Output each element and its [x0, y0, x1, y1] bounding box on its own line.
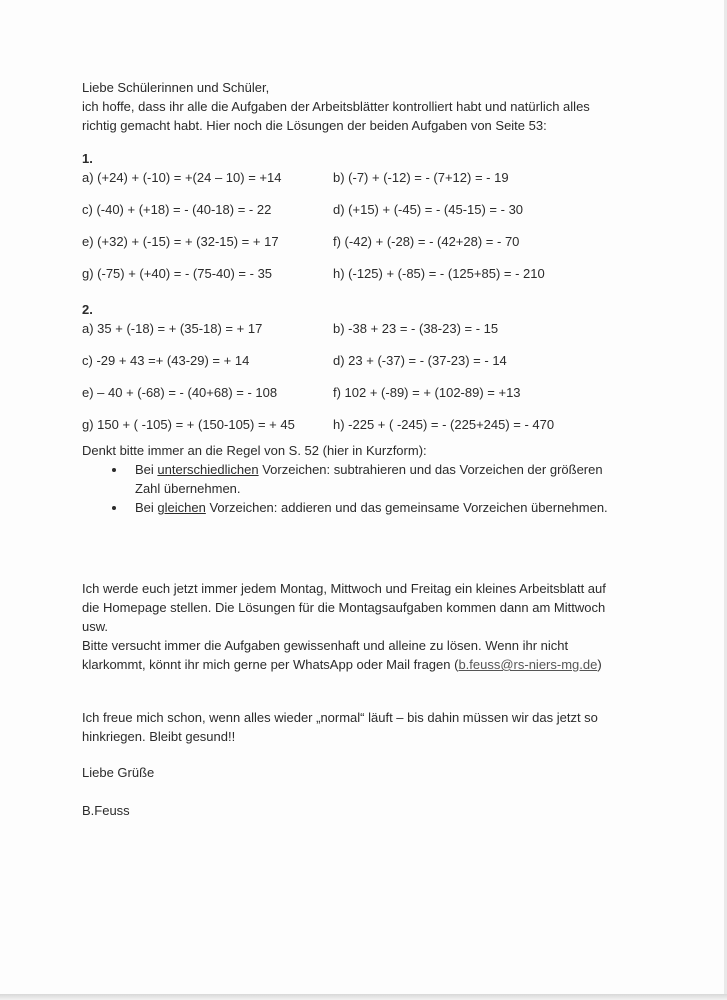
solution-1f: f) (-42) + (-28) = - (42+28) = - 70 [333, 234, 520, 249]
closing: Liebe Grüße [82, 765, 155, 780]
info-line-4: Bitte versucht immer die Aufgaben gewissenhaft und alleine zu lösen. Wenn ihr nicht [82, 638, 569, 653]
solution-2c: c) -29 + 43 =+ (43-29) = + 14 [82, 353, 250, 368]
greeting: Liebe Schülerinnen und Schüler, [82, 80, 270, 95]
outlook-paragraph [82, 708, 642, 746]
info-line-5-suffix: ) [597, 657, 602, 672]
outlook-line-2: hinkriegen. Bleibt gesund!! [82, 729, 236, 744]
solution-1g: g) (-75) + (+40) = - (75-40) = - 35 [82, 266, 273, 281]
solution-2b: b) -38 + 23 = - (38-23) = - 15 [333, 321, 499, 336]
scan-bottom-edge [0, 994, 727, 1000]
solution-2d: d) 23 + (-37) = - (37-23) = - 14 [333, 353, 507, 368]
exercise-1-solutions [82, 149, 642, 296]
intro-paragraph [82, 78, 642, 135]
solution-2h: h) -225 + ( -245) = - (225+245) = - 470 [333, 417, 555, 432]
rule-2-rest: Vorzeichen: addieren und das gemeinsame Vorzeichen übernehmen. [205, 500, 608, 515]
exercise-2-solutions [82, 300, 642, 435]
solution-1b: b) (-7) + (-12) = - (7+12) = - 19 [333, 170, 509, 185]
rule-1-underlined: unterschiedlichen [157, 462, 259, 477]
rule-1-line-2: Zahl übernehmen. [135, 481, 241, 496]
exercise-2-grid [82, 319, 642, 435]
rule-2-underlined: gleichen [157, 500, 206, 515]
info-line-5-prefix: klarkommt, könnt ihr mich gerne per WhatsApp oder Mail fragen ( [82, 657, 459, 672]
rules-list [82, 460, 642, 517]
solution-1d: d) (+15) + (-45) = - (45-15) = - 30 [333, 202, 524, 217]
solution-2e: e) – 40 + (-68) = - (40+68) = - 108 [82, 385, 278, 400]
email-link[interactable]: b.feuss@rs-niers-mg.de [458, 657, 598, 672]
rules-intro: Denkt bitte immer an die Regel von S. 52 (hier in Kurzform): [82, 443, 427, 458]
solution-2f: f) 102 + (-89) = + (102-89) = +13 [333, 385, 521, 400]
solution-2g: g) 150 + ( -105) = + (150-105) = + 45 [82, 417, 295, 432]
signature: B.Feuss [82, 803, 130, 818]
intro-line-2: richtig gemacht habt. Hier noch die Lösungen der beiden Aufgaben von Seite 53: [82, 118, 547, 133]
exercise-1-grid [82, 168, 642, 296]
intro-line-1: ich hoffe, dass ihr alle die Aufgaben der Arbeitsblätter kontrolliert habt und natürlich alles [82, 99, 590, 114]
solution-2a: a) 35 + (-18) = + (35-18) = + 17 [82, 321, 263, 336]
exercise-1-number: 1. [82, 151, 93, 166]
rule-different-signs [127, 460, 642, 498]
rule-1-rest: Vorzeichen: subtrahieren und das Vorzeichen der größeren [258, 462, 603, 477]
rule-2-prefix: Bei [135, 500, 158, 515]
info-line-2: die Homepage stellen. Die Lösungen für die Montagsaufgaben kommen dann am Mittwoch [82, 600, 606, 615]
solution-1h: h) (-125) + (-85) = - (125+85) = - 210 [333, 266, 545, 281]
solution-1e: e) (+32) + (-15) = + (32-15) = + 17 [82, 234, 279, 249]
exercise-2-number: 2. [82, 302, 93, 317]
rule-same-signs [127, 498, 642, 517]
solution-1a: a) (+24) + (-10) = +(24 – 10) = +14 [82, 170, 282, 185]
outlook-line-1: Ich freue mich schon, wenn alles wieder „normal“ läuft – bis dahin müssen wir das jetzt so [82, 710, 598, 725]
info-line-5 [82, 655, 642, 674]
info-paragraph [82, 579, 642, 674]
info-line-3: usw. [82, 619, 109, 634]
letter-body [82, 78, 642, 820]
solution-1c: c) (-40) + (+18) = - (40-18) = - 22 [82, 202, 272, 217]
rule-1-prefix: Bei [135, 462, 158, 477]
info-line-1: Ich werde euch jetzt immer jedem Montag, Mittwoch und Freitag ein kleines Arbeitsblatt auf [82, 581, 606, 596]
